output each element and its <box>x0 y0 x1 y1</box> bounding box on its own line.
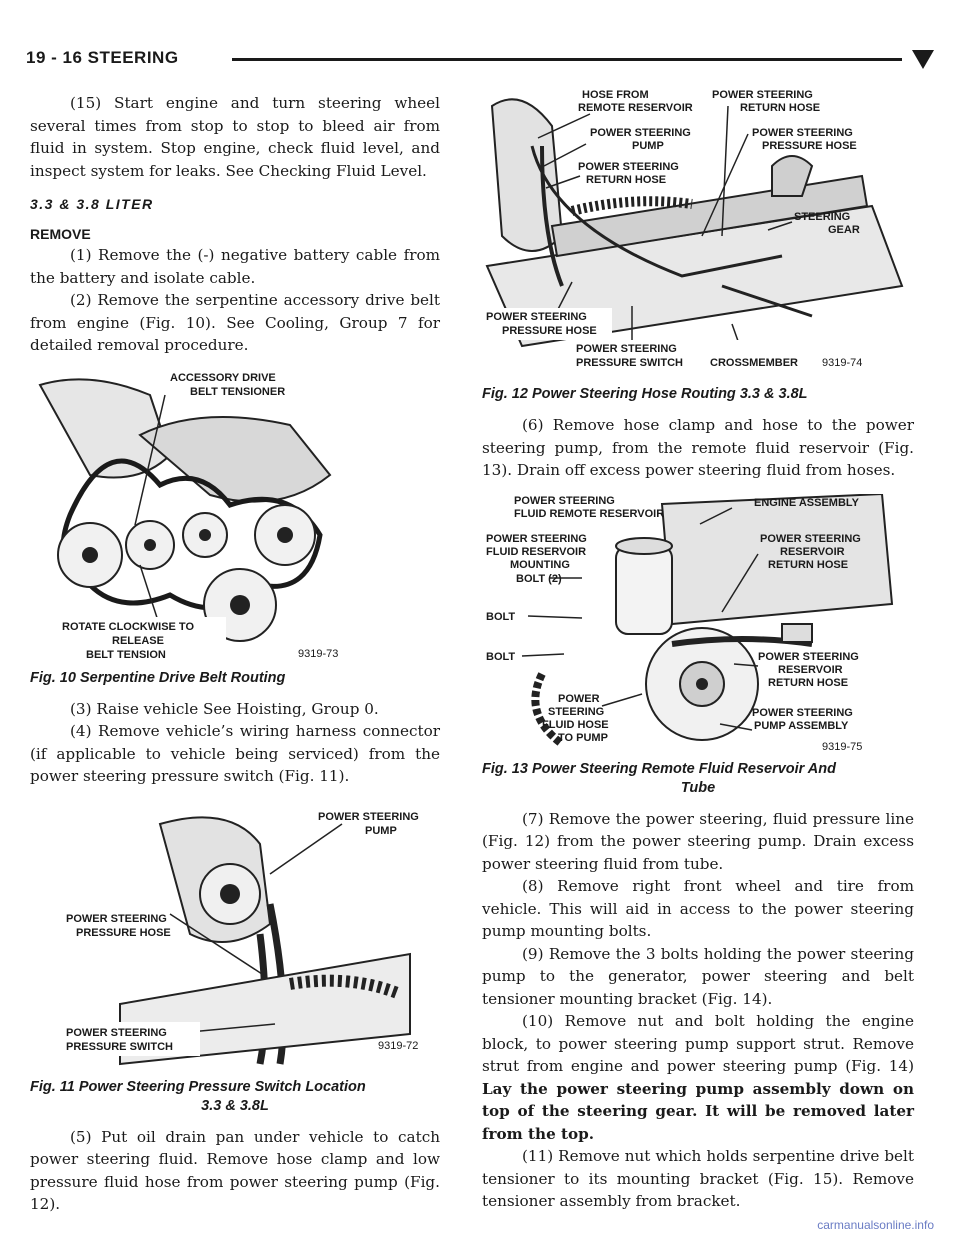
step-10-paragraph <box>482 1010 914 1145</box>
fig11-illustration <box>30 804 440 1074</box>
step-10-text: (10) Remove nut and bolt holding the engine block, to power steering pump support strut. Remove strut from engine and power steering pump (Fig. 14) <box>482 1012 914 1075</box>
fig12-label-6b: GEAR <box>828 224 860 236</box>
fig10-illustration <box>30 365 360 665</box>
step-11-paragraph: (11) Remove nut which holds serpentine drive belt tensioner to its mounting bracket (Fig. 15). Remove tensioner assembly from bracket. <box>482 1147 914 1210</box>
fig13-label-9b: PUMP ASSEMBLY <box>754 719 849 732</box>
fig12-label-4b: PRESSURE HOSE <box>762 140 857 152</box>
step-10-bold-note: Lay the power steering pump assembly down on top of the steering gear. It will be removed later from the top. <box>482 1079 914 1143</box>
fig13-label-8d: TO PUMP <box>558 731 608 744</box>
fig13-label-5: BOLT <box>486 610 516 623</box>
fig12-caption: Fig. 12 Power Steering Hose Routing 3.3 & 3.8L <box>482 386 808 402</box>
chrysler-triangle-icon <box>912 50 934 69</box>
fig10-label-rotate-3: BELT TENSION <box>86 648 166 661</box>
fig13-label-1b: FLUID REMOTE RESERVOIR <box>514 507 665 520</box>
fig13-label-1a: POWER STEERING <box>514 494 615 507</box>
fig11-label-pump-1: POWER STEERING <box>318 810 419 823</box>
fig10-label-tensioner-1: ACCESSORY DRIVE <box>170 371 276 384</box>
fig11-label-switch-1: POWER STEERING <box>66 1026 167 1039</box>
fig13-label-4b: RESERVOIR <box>780 545 845 558</box>
fig11-label-pump-2: PUMP <box>365 824 397 837</box>
fig13-label-3d: BOLT (2) <box>516 572 562 585</box>
fig12-label-6a: STEERING <box>794 211 851 223</box>
fig10-caption: Fig. 10 Serpentine Drive Belt Routing <box>30 669 286 686</box>
fig12-illustration <box>482 86 914 381</box>
fig10-code: 9319-73 <box>298 647 339 660</box>
remove-heading: REMOVE <box>30 226 91 242</box>
fig11-caption <box>30 1078 440 1116</box>
figure-12 <box>482 86 914 404</box>
fig11-label-hose-1: POWER STEERING <box>66 912 167 925</box>
step-3-paragraph: (3) Raise vehicle See Hoisting, Group 0. <box>70 699 379 718</box>
fig10-label-tensioner-2: BELT TENSIONER <box>190 385 286 398</box>
right-column <box>482 86 914 1213</box>
fig12-label-5a: POWER STEERING <box>578 161 679 173</box>
fig10-label-rotate-1: ROTATE CLOCKWISE TO <box>62 620 194 633</box>
fig13-label-2: ENGINE ASSEMBLY <box>754 496 859 509</box>
step-6-paragraph: (6) Remove hose clamp and hose to the power steering pump, from the remote fluid reservoir (Fig. 13). Drain off excess power steering fluid from hoses. <box>482 416 914 479</box>
fig13-label-3c: MOUNTING <box>510 558 570 571</box>
fig13-caption-line-1: Fig. 13 Power Steering Remote Fluid Reservoir And <box>482 760 836 777</box>
fig12-label-2a: POWER STEERING <box>712 89 813 101</box>
fig11-code: 9319-72 <box>378 1039 419 1052</box>
fig10-label-rotate-2: RELEASE <box>112 634 164 647</box>
step-2-paragraph: (2) Remove the serpentine accessory drive belt from engine (Fig. 10). See Cooling, Group 7 for detailed removal procedure. <box>30 291 440 354</box>
fig11-caption-line-2: 3.3 & 3.8L <box>201 1097 269 1114</box>
fig12-label-1b: REMOTE RESERVOIR <box>578 102 693 114</box>
fig13-label-6: BOLT <box>486 650 516 663</box>
fig13-label-8a: POWER <box>558 692 600 705</box>
fig12-code: 9319-74 <box>822 357 863 369</box>
fig12-label-3b: PUMP <box>632 140 664 152</box>
fig13-label-7c: RETURN HOSE <box>768 676 849 689</box>
section-subhead: 3.3 & 3.8 LITER <box>30 196 154 212</box>
fig12-label-2b: RETURN HOSE <box>740 102 821 114</box>
fig13-label-4a: POWER STEERING <box>760 532 861 545</box>
step-5-paragraph: (5) Put oil drain pan under vehicle to catch power steering fluid. Remove hose clamp and low pressure fluid hose from power steering pump (Fig. 12). <box>30 1127 440 1213</box>
step-8-paragraph: (8) Remove right front wheel and tire from vehicle. This will aid in access to the power steering pump mounting bolts. <box>482 877 914 940</box>
fig13-label-9a: POWER STEERING <box>752 706 853 719</box>
fig12-label-7b: PRESSURE HOSE <box>502 325 597 337</box>
fig12-label-3a: POWER STEERING <box>590 127 691 139</box>
figure-11 <box>30 804 440 1116</box>
fig13-label-7b: RESERVOIR <box>778 663 843 676</box>
fig12-label-8a: POWER STEERING <box>576 343 677 355</box>
fig11-label-switch-2: PRESSURE SWITCH <box>66 1040 173 1053</box>
step-15-paragraph: (15) Start engine and turn steering wheel several times from stop to stop to bleed air from fluid in system. Stop engine, check fluid level, and inspect system for leaks. See Checking Fluid Level. <box>30 94 440 180</box>
fig13-caption-line-2: Tube <box>680 779 716 796</box>
page-header <box>20 46 938 74</box>
fig13-label-3b: FLUID RESERVOIR <box>486 545 587 558</box>
fig12-label-7a: POWER STEERING <box>486 311 587 323</box>
left-column <box>30 92 440 1216</box>
fig13-label-4c: RETURN HOSE <box>768 558 849 571</box>
fig12-label-1a: HOSE FROM <box>582 89 649 101</box>
figure-10 <box>30 365 440 688</box>
header-rule <box>232 58 902 61</box>
step-9-paragraph: (9) Remove the 3 bolts holding the power steering pump to the generator, power steering and belt tensioner mounting bracket (Fig. 14). <box>482 944 914 1008</box>
fig13-label-8c: FLUID HOSE <box>542 718 609 731</box>
fig13-caption <box>482 760 914 798</box>
fig13-label-7a: POWER STEERING <box>758 650 859 663</box>
fig13-illustration <box>482 494 914 756</box>
fig13-label-3a: POWER STEERING <box>486 532 587 545</box>
step-7-paragraph: (7) Remove the power steering, fluid pressure line (Fig. 12) from the power steering pump. Drain excess power steering fluid from tube. <box>482 809 914 873</box>
fig12-label-8b: PRESSURE SWITCH <box>576 357 683 369</box>
step-1-paragraph: (1) Remove the (-) negative battery cable from the battery and isolate cable. <box>30 246 440 287</box>
watermark: carmanualsonline.info <box>817 1218 934 1232</box>
page-label: 19 - 16 STEERING <box>26 48 179 67</box>
fig12-label-4a: POWER STEERING <box>752 127 853 139</box>
fig11-caption-line-1: Fig. 11 Power Steering Pressure Switch Location <box>30 1078 366 1095</box>
step-4-paragraph: (4) Remove vehicle’s wiring harness connector (if applicable to vehicle being serviced) from the power steering pressure switch (Fig. 11). <box>30 722 440 785</box>
fig11-label-hose-2: PRESSURE HOSE <box>76 926 171 939</box>
fig13-label-8b: STEERING <box>548 705 605 718</box>
fig13-code: 9319-75 <box>822 740 863 753</box>
figure-13 <box>482 494 914 798</box>
fig12-label-9: CROSSMEMBER <box>710 357 799 369</box>
fig12-label-5b: RETURN HOSE <box>586 174 667 186</box>
